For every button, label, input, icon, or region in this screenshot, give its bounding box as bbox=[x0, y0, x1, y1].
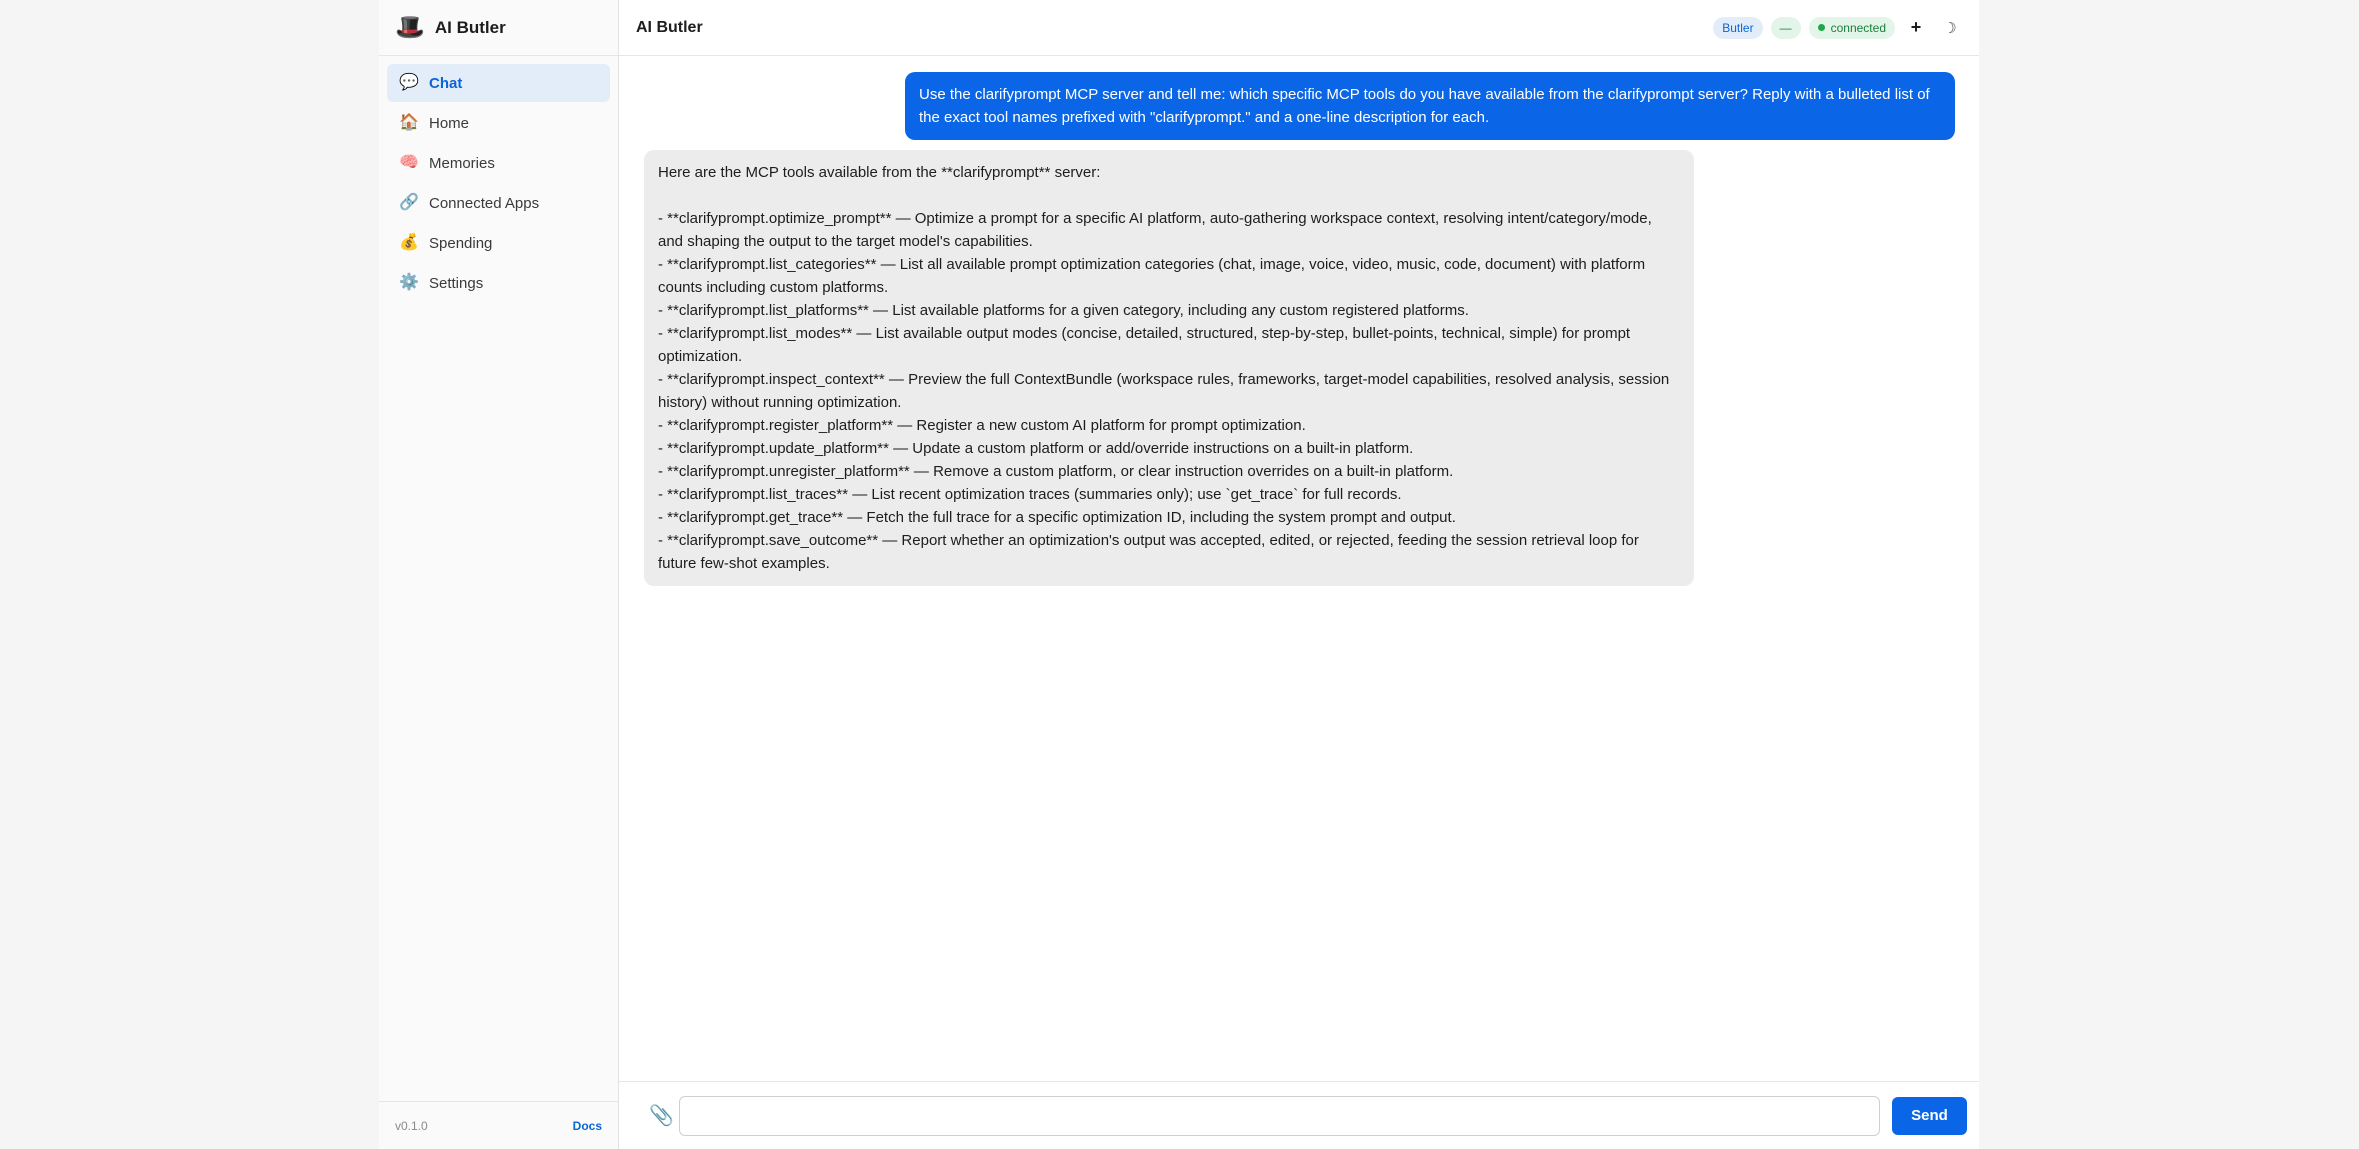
persona-badge[interactable]: Butler bbox=[1713, 17, 1762, 39]
docs-link[interactable]: Docs bbox=[572, 1118, 602, 1133]
gear-icon: ⚙️ bbox=[399, 274, 419, 291]
header bbox=[619, 0, 1979, 56]
message-input[interactable] bbox=[679, 1096, 1880, 1136]
header-actions bbox=[1713, 15, 1963, 41]
status-dot-icon bbox=[1818, 24, 1825, 31]
assistant-message-line: - **clarifyprompt.list_modes** — List available output modes (concise, detailed, structured, step-by-step, bullet-points, technical, simple) for prompt optimization. bbox=[658, 325, 1631, 365]
sidebar-item-label: Settings bbox=[429, 274, 484, 292]
sidebar bbox=[379, 0, 619, 1149]
assistant-message-line: - **clarifyprompt.optimize_prompt** — Optimize a prompt for a specific AI platform, auto-gathering workspace context, resolving intent/category/mode, and shaping the output to the target model's capabilities. bbox=[658, 210, 1652, 250]
assistant-message-line bbox=[658, 184, 1680, 207]
assistant-message-line: - **clarifyprompt.update_platform** — Update a custom platform or add/override instructions on a built-in platform. bbox=[658, 440, 1414, 457]
user-message: Use the clarifyprompt MCP server and tell me: which specific MCP tools do you have available from the clarifyprompt server? Reply with a bulleted list of the exact tool names prefixed with "clarifyprompt." and a one-line description for each. bbox=[905, 72, 1955, 140]
assistant-message-line: - **clarifyprompt.list_categories** — List all available prompt optimization categories (chat, image, voice, video, music, code, document) with platform counts including custom platforms. bbox=[658, 256, 1646, 296]
user-message-row bbox=[644, 72, 1955, 140]
brand bbox=[379, 0, 618, 56]
composer bbox=[619, 1081, 1979, 1149]
sidebar-item-label: Memories bbox=[429, 154, 495, 172]
assistant-message-line: - **clarifyprompt.get_trace** — Fetch the full trace for a specific optimization ID, including the system prompt and output. bbox=[658, 509, 1456, 526]
sidebar-nav bbox=[379, 56, 618, 1101]
assistant-message-line: - **clarifyprompt.register_platform** — Register a new custom AI platform for prompt optimization. bbox=[658, 417, 1306, 434]
page-title: AI Butler bbox=[636, 18, 703, 36]
assistant-message-line: Here are the MCP tools available from the **clarifyprompt** server: bbox=[658, 164, 1101, 181]
sidebar-footer bbox=[379, 1101, 618, 1149]
version-label: v0.1.0 bbox=[395, 1118, 428, 1133]
paperclip-icon[interactable]: 📎 bbox=[649, 1105, 674, 1127]
sidebar-item-label: Home bbox=[429, 114, 470, 132]
brand-title: AI Butler bbox=[434, 17, 506, 37]
sidebar-item-label: Connected Apps bbox=[429, 194, 540, 212]
speech-bubble-icon: 💬 bbox=[399, 74, 419, 91]
link-icon: 🔗 bbox=[399, 194, 419, 211]
moon-icon[interactable]: ☽ bbox=[1943, 19, 1957, 37]
sidebar-item-settings[interactable] bbox=[387, 264, 610, 302]
send-button[interactable]: Send bbox=[1892, 1097, 1967, 1135]
main-panel bbox=[619, 0, 1979, 1149]
sidebar-item-memories[interactable] bbox=[387, 144, 610, 182]
assistant-message-line: - **clarifyprompt.list_traces** — List recent optimization traces (summaries only); use `get_trace` for full records. bbox=[658, 486, 1402, 503]
sidebar-item-label: Chat bbox=[429, 74, 463, 92]
status-badge bbox=[1809, 17, 1895, 39]
model-badge[interactable]: — bbox=[1771, 17, 1801, 39]
top-hat-icon: 🎩 bbox=[395, 13, 425, 41]
assistant-message-line: - **clarifyprompt.unregister_platform** — Remove a custom platform, or clear instruction overrides on a built-in platform. bbox=[658, 463, 1454, 480]
assistant-message bbox=[644, 150, 1694, 586]
sidebar-item-chat[interactable] bbox=[387, 64, 610, 102]
sidebar-item-connected-apps[interactable] bbox=[387, 184, 610, 222]
sidebar-item-spending[interactable] bbox=[387, 224, 610, 262]
new-chat-icon[interactable]: + bbox=[1910, 17, 1922, 37]
house-icon: 🏠 bbox=[399, 114, 419, 131]
app-window bbox=[379, 0, 1979, 1149]
money-bag-icon: 💰 bbox=[399, 234, 419, 251]
brain-icon: 🧠 bbox=[399, 154, 419, 171]
assistant-message-line: - **clarifyprompt.list_platforms** — List available platforms for a given category, including any custom registered platforms. bbox=[658, 302, 1469, 319]
status-text: connected bbox=[1830, 20, 1886, 35]
assistant-message-line: - **clarifyprompt.save_outcome** — Report whether an optimization's output was accepted, edited, or rejected, feeding the session retrieval loop for future few-shot examples. bbox=[658, 532, 1639, 572]
sidebar-item-label: Spending bbox=[429, 234, 493, 252]
assistant-message-row bbox=[644, 150, 1955, 586]
assistant-message-line: - **clarifyprompt.inspect_context** — Preview the full ContextBundle (workspace rules, frameworks, target-model capabilities, resolved analysis, session history) without running optimization. bbox=[658, 371, 1670, 411]
message-list bbox=[619, 56, 1979, 1081]
sidebar-item-home[interactable] bbox=[387, 104, 610, 142]
